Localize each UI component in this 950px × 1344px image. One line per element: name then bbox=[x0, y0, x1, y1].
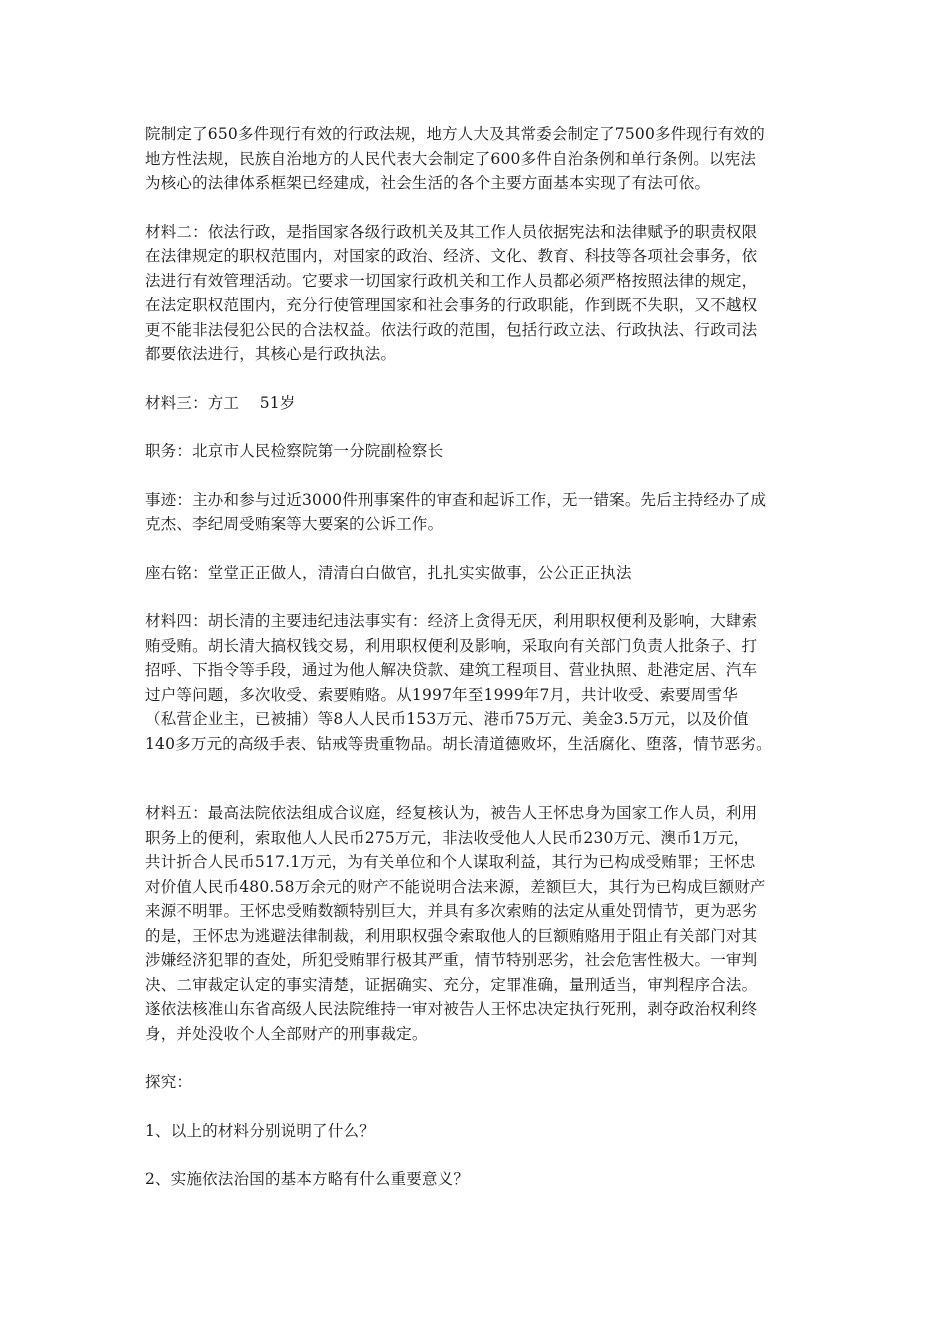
text-line: 2、实施依法治国的基本方略有什么重要意义？ bbox=[145, 1170, 470, 1188]
paragraph-material-five bbox=[145, 801, 825, 1046]
text-line: 在法律规定的职权范围内，对国家的政治、经济、文化、教育、科技等各项社会事务，依 bbox=[145, 247, 758, 265]
text-line: 座右铭：堂堂正正做人，清清白白做官，扎扎实实做事，公公正正执法 bbox=[145, 563, 632, 582]
question-one bbox=[145, 1119, 825, 1144]
text-line: 决、二审裁定认定的事实清楚，证据确实、充分，定罪准确，量刑适当，审判程序合法。 bbox=[145, 975, 758, 994]
text-line: 对价值人民币480.58万余元的财产不能说明合法来源，差额巨大，其行为已构成巨额财产 bbox=[145, 877, 766, 896]
text-line: 涉嫌经济犯罪的查处，所犯受贿罪行极其严重，情节特别恶劣，社会危害性极大。一审判 bbox=[145, 951, 758, 969]
text-line: 法进行有效管理活动。它要求一切国家行政机关和工作人员都必须严格按照法律的规定， bbox=[145, 271, 758, 290]
text-line: 在法定职权范围内，充分行使管理国家和社会事务的行政职能，作到既不失职，又不越权 bbox=[145, 296, 758, 314]
text-line: 来源不明罪。王怀忠受贿数额特别巨大，并具有多次索贿的法定从重处罚情节，更为恶劣 bbox=[145, 902, 758, 920]
paragraph-legislation-summary bbox=[145, 122, 825, 196]
text-line: 材料四：胡长清的主要违纪违法事实有：经济上贪得无厌，利用职权便利及影响，大肆索 bbox=[145, 612, 758, 630]
text-line: （私营企业主，已被捕）等8人人民币153万元、港币75万元、美金3.5万元，以及价值 bbox=[145, 710, 749, 728]
paragraph-material-four bbox=[145, 609, 825, 756]
text-line: 材料二：依法行政，是指国家各级行政机关及其工作人员依据宪法和法律赋予的职责权限 bbox=[145, 222, 758, 241]
text-line: 140多万元的高级手表、钻戒等贵重物品。胡长清道德败坏，生活腐化、堕落，情节恶劣。 bbox=[145, 734, 772, 753]
text-line: 遂依法核准山东省高级人民法院维持一审对被告人王怀忠决定执行死刑，剥夺政治权利终 bbox=[145, 1000, 758, 1018]
text-line: 贿受贿。胡长清大搞权钱交易，利用职权便利及影响，采取向有关部门负责人批条子、打 bbox=[145, 636, 758, 655]
text-line: 探究： bbox=[145, 1073, 193, 1091]
document-page bbox=[145, 122, 825, 1192]
paragraph-position bbox=[145, 439, 825, 464]
text-line: 材料三：方工 51岁 bbox=[145, 393, 296, 412]
paragraph-motto bbox=[145, 561, 825, 586]
text-line: 身，并处没收个人全部财产的刑事裁定。 bbox=[145, 1024, 428, 1043]
text-line: 更不能非法侵犯公民的合法权益。依法行政的范围，包括行政立法、行政执法、行政司法 bbox=[145, 320, 758, 339]
question-two bbox=[145, 1167, 825, 1192]
paragraph-material-two bbox=[145, 220, 825, 367]
paragraph-material-three bbox=[145, 391, 825, 416]
text-line: 为核心的法律体系框架已经建成，社会生活的各个主要方面基本实现了有法可依。 bbox=[145, 174, 711, 192]
text-line: 1、以上的材料分别说明了什么？ bbox=[145, 1121, 375, 1140]
text-line: 职务：北京市人民检察院第一分院副检察长 bbox=[145, 442, 444, 460]
text-line: 招呼、下指令等手段，通过为他人解决贷款、建筑工程项目、营业执照、赴港定居、汽车 bbox=[145, 661, 758, 679]
text-line: 院制定了650多件现行有效的行政法规，地方人大及其常委会制定了7500多件现行有效的 bbox=[145, 125, 765, 143]
paragraph-inquiry-heading bbox=[145, 1070, 825, 1095]
text-line: 过户等问题，多次收受、索要贿赂。从1997年至1999年7月，共计收受、索要周雪华 bbox=[145, 685, 738, 704]
text-line: 职务上的便利，索取他人人民币275万元，非法收受他人人民币230万元、澳币1万元， bbox=[145, 828, 750, 847]
text-line: 都要依法进行，其核心是行政执法。 bbox=[145, 345, 397, 363]
text-line: 事迹：主办和参与过近3000件刑事案件的审查和起诉工作，无一错案。先后主持经办了成 bbox=[145, 490, 767, 509]
text-line: 地方性法规，民族自治地方的人民代表大会制定了600多件自治条例和单行条例。以宪法 bbox=[145, 149, 757, 168]
text-line: 材料五：最高法院依法组成合议庭，经复核认为，被告人王怀忠身为国家工作人员，利用 bbox=[145, 804, 758, 822]
text-line: 克杰、李纪周受贿案等大要案的公诉工作。 bbox=[145, 515, 444, 533]
text-line: 共计折合人民币517.1万元，为有关单位和个人谋取利益，其行为已构成受贿罪；王怀忠 bbox=[145, 853, 756, 871]
paragraph-deeds bbox=[145, 488, 825, 537]
text-line: 的是，王怀忠为逃避法律制裁，利用职权强令索取他人的巨额贿赂用于阻止有关部门对其 bbox=[145, 926, 758, 945]
